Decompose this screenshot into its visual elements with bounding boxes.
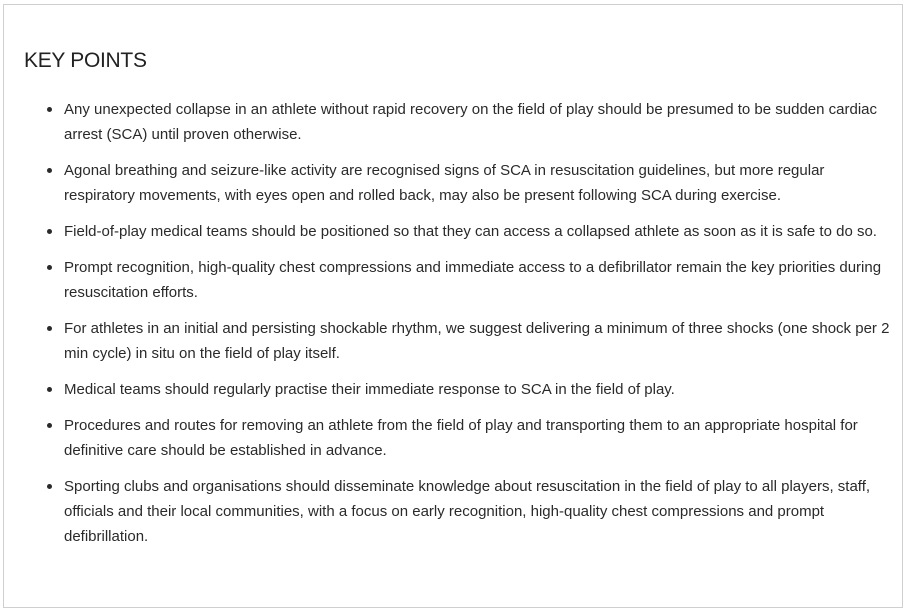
list-item-text: Sporting clubs and organisations should disseminate knowledge about resuscitation in the field of play to all players, staff, officials and their local communities, with a focus on early recognition, high-quality chest compressions and prompt defibrillation. [64,478,871,545]
list-item-text: Procedures and routes for removing an athlete from the field of play and transporting them to an appropriate hospital for definitive care should be established in advance. [64,417,858,459]
list-item [24,219,894,244]
list-item [24,413,894,463]
list-item-text: Medical teams should regularly practise their immediate response to SCA in the field of play. [64,381,675,398]
list-item-text: Prompt recognition, high-quality chest compressions and immediate access to a defibrillator remain the key priorities during resuscitation efforts. [64,259,882,301]
bullet-icon [47,484,52,489]
key-points-box [3,4,903,608]
list-item [24,158,894,208]
bullet-icon [47,387,52,392]
bullet-icon [47,107,52,112]
list-item [24,474,894,549]
bullet-icon [47,229,52,234]
list-item-text: Any unexpected collapse in an athlete without rapid recovery on the field of play should be presumed to be sudden cardiac arrest (SCA) until proven otherwise. [64,101,878,143]
bullet-icon [47,326,52,331]
list-item-text: Agonal breathing and seizure-like activity are recognised signs of SCA in resuscitation guidelines, but more regular respiratory movements, with eyes open and rolled back, may also be present following SCA during exercise. [64,162,825,204]
bullet-icon [47,423,52,428]
list-item-text: Field-of-play medical teams should be positioned so that they can access a collapsed athlete as soon as it is safe to do so. [64,223,877,240]
list-item [24,316,894,366]
key-points-heading: KEY POINTS [24,49,147,72]
key-points-list [24,97,894,560]
list-item-text: For athletes in an initial and persisting shockable rhythm, we suggest delivering a minimum of three shocks (one shock per 2 min cycle) in situ on the field of play itself. [64,320,890,362]
bullet-icon [47,168,52,173]
bullet-icon [47,265,52,270]
list-item [24,97,894,147]
list-item [24,377,894,402]
list-item [24,255,894,305]
